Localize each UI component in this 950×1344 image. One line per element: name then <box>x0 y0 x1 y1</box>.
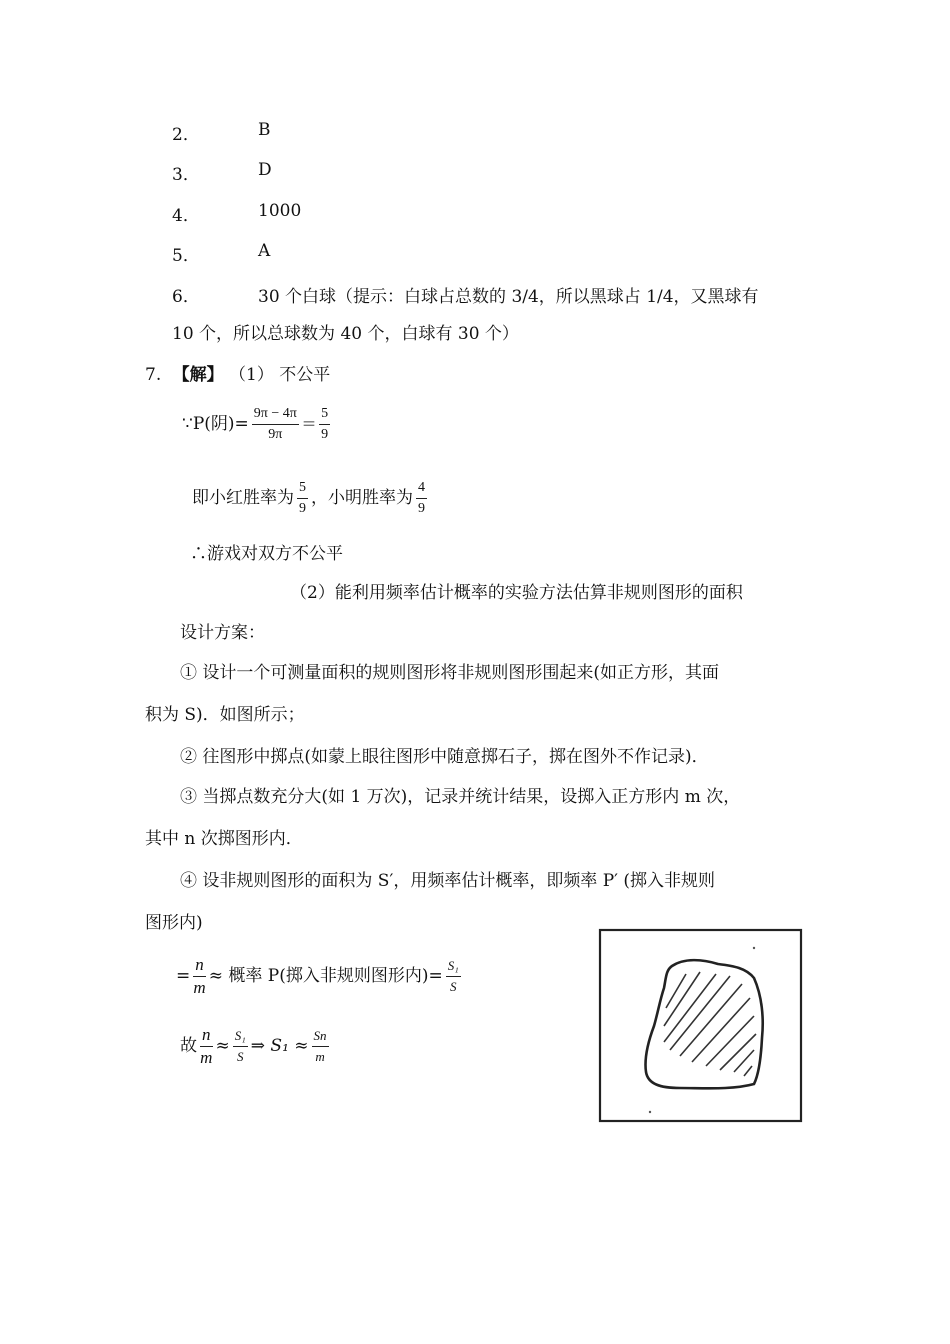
answer-text: 1000 <box>258 201 302 221</box>
irregular-shape-figure <box>594 922 806 1128</box>
prob-label: ∵P(阴)= <box>182 414 249 434</box>
implies-expression: ⇒ S₁ ≈ <box>250 1036 309 1056</box>
approx-sign: ≈ <box>215 1036 230 1056</box>
answer-text: D <box>258 160 272 180</box>
q7-number: 7. <box>145 365 162 385</box>
answer-number: 4． <box>172 206 200 226</box>
fraction-n-over-m <box>200 1026 213 1067</box>
fraction-numerator: 5 <box>321 406 329 421</box>
win-rate-red-label: 即小红胜率为 <box>192 488 294 508</box>
fraction-s1-over-s <box>446 958 461 995</box>
fraction-sn-over-m <box>312 1028 329 1065</box>
step-4-line2: 图形内) <box>145 913 203 933</box>
plan-title: 设计方案： <box>180 623 265 643</box>
fraction-numerator: 5 <box>299 480 306 495</box>
step-1-line2: 积为 S)．如图所示； <box>145 705 305 725</box>
answer-number: 5． <box>172 246 200 266</box>
fraction-numerator: n <box>202 1025 211 1044</box>
q7-part1: （1） 不公平 <box>229 365 331 385</box>
fraction-result <box>319 406 330 443</box>
step-3-line1: ③ 当掷点数充分大(如 1 万次)，记录并统计结果，设掷入正方形内 m 次， <box>180 787 741 807</box>
step-4-line1: ④ 设非规则图形的面积为 S′，用频率估计概率，即频率 P′ (掷入非规则 <box>180 871 716 891</box>
frequency-formula <box>176 954 464 998</box>
step-3-line2: 其中 n 次掷图形内． <box>145 829 303 849</box>
fraction-n-over-m <box>193 956 206 997</box>
answer-text: A <box>258 241 271 261</box>
fraction-numerator: Sn <box>313 1028 327 1043</box>
answer-6-continued: 10 个，所以总球数为 40 个，白球有 30 个） <box>172 324 519 344</box>
answer-number: 2． <box>172 125 200 145</box>
answer-text: 30 个白球（提示：白球占总数的 3/4，所以黑球占 1/4，又黑球有 <box>258 287 759 307</box>
q7-solution-tag: 【解】 <box>172 365 224 385</box>
fraction-denominator: m <box>200 1048 213 1067</box>
step-1-line1: ① 设计一个可测量面积的规则图形将非规则图形围起来(如正方形，其面 <box>180 663 720 683</box>
fraction-s1-over-s <box>233 1028 248 1065</box>
fraction-denominator: 9 <box>299 501 306 516</box>
shading-hatch <box>664 972 756 1076</box>
win-rate-line <box>192 478 430 518</box>
equals-sign: = <box>176 966 191 986</box>
q7-heading <box>145 364 330 386</box>
enclosing-square <box>600 930 801 1121</box>
answer-number: 3． <box>172 165 200 185</box>
fraction-denominator: S <box>450 979 457 994</box>
fraction-numerator: S₁ <box>447 958 459 973</box>
fraction-denominator: S <box>237 1049 244 1064</box>
q7-part2: （2）能利用频率估计概率的实验方法估算非规则图形的面积 <box>290 583 743 603</box>
step-2: ② 往图形中掷点(如蒙上眼往图形中随意掷石子，掷在图外不作记录)． <box>180 747 709 767</box>
fraction-numerator: S₁ <box>234 1028 246 1043</box>
fraction-red <box>297 480 308 517</box>
fraction-denominator: m <box>193 978 206 997</box>
fraction-denominator: m <box>315 1049 325 1064</box>
prob-shaded-formula <box>182 404 333 444</box>
answer-text: B <box>258 120 271 140</box>
probability-label: ≈ 概率 P(掷入非规则图形内)= <box>208 966 443 986</box>
fraction-area <box>252 406 299 443</box>
area-formula <box>180 1024 332 1068</box>
fraction-denominator: 9π <box>268 427 283 442</box>
fraction-numerator: 4 <box>418 480 425 495</box>
answer-number: 6． <box>172 287 200 307</box>
therefore-label: 故 <box>180 1036 197 1056</box>
fraction-numerator: 9π − 4π <box>253 406 297 421</box>
fraction-numerator: n <box>195 955 204 974</box>
equals-sign: = <box>301 414 317 434</box>
fraction-denominator: 9 <box>418 501 425 516</box>
fraction-denominator: 9 <box>321 427 329 442</box>
conclusion-unfair: ∴游戏对双方不公平 <box>190 544 343 564</box>
fraction-ming <box>416 480 427 517</box>
win-rate-ming-label: ，小明胜率为 <box>311 488 413 508</box>
